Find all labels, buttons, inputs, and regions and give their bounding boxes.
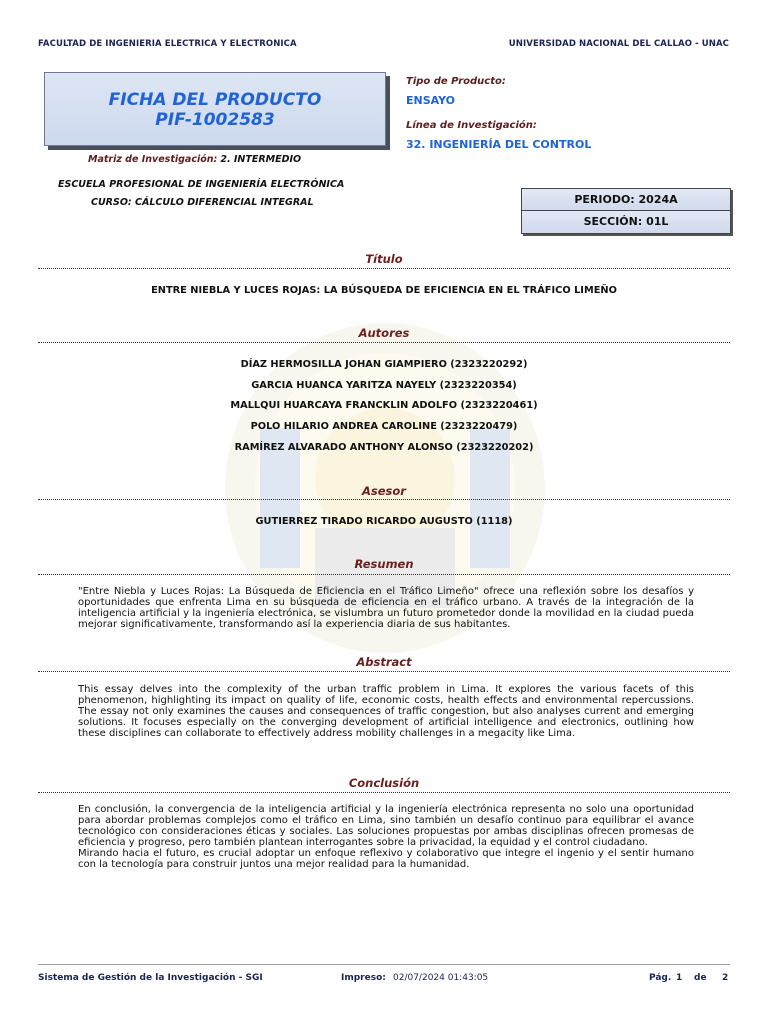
school-name: ESCUELA PROFESIONAL DE INGENIERÍA ELECTRÓNICA (58, 179, 345, 190)
product-type-value: ENSAYO (406, 94, 456, 107)
section-box: SECCIÓN: 01L (521, 210, 731, 234)
author-item: MALLQUI HUARCAYA FRANCKLIN ADOLFO (2323220461) (230, 400, 538, 411)
author-item: GARCIA HUANCA YARITZA NAYELY (2323220354) (251, 380, 517, 391)
divider (38, 792, 730, 793)
footer-system: Sistema de Gestión de la Investigación - SGI (38, 973, 263, 983)
footer-page-total: 2 (722, 973, 729, 983)
section-heading-summary: Resumen (354, 557, 414, 571)
matrix-label: Matriz de Investigación: (88, 154, 218, 165)
essay-title: ENTRE NIEBLA Y LUCES ROJAS: LA BÚSQUEDA DE EFICIENCIA EN EL TRÁFICO LIMEÑO (151, 285, 617, 296)
product-code: PIF-1002583 (155, 110, 275, 130)
faculty-header: FACULTAD DE INGENIERIA ELECTRICA Y ELECTRONICA (38, 39, 297, 49)
footer-divider (38, 964, 730, 965)
period-box: PERIODO: 2024A (521, 188, 731, 212)
divider (38, 671, 730, 672)
section-heading-advisor: Asesor (362, 484, 406, 498)
footer-printed-value: 02/07/2024 01:43:05 (393, 973, 489, 983)
matrix-row (88, 154, 301, 165)
matrix-value: 2. INTERMEDIO (220, 154, 302, 165)
divider (38, 499, 730, 500)
summary-text: "Entre Niebla y Luces Rojas: La Búsqueda de Eficiencia en el Tráfico Limeño" ofrece una reflexión sobre los desafíos y oportunidades que enfrenta Lima en su búsqueda de eficiencia en el tráfico urbano. A través de la integración de la inteligencia artificial y la ingeniería electrónica, se vislumbra un futuro prometedor donde la movilidad en la ciudad pueda mejorar significativamente, transformando así la experiencia diaria de sus habitantes. (78, 586, 694, 630)
research-line-label: Línea de Investigación: (406, 120, 537, 131)
product-title-box (44, 72, 386, 146)
product-title-line1: FICHA DEL PRODUCTO (108, 90, 322, 110)
university-header: UNIVERSIDAD NACIONAL DEL CALLAO - UNAC (508, 39, 729, 49)
conclusion-paragraph: Mirando hacia el futuro, es crucial adoptar un enfoque reflexivo y colaborativo que integre el ingenio y el sentir humano con la tecnología para construir juntos una mejor realidad para la humanidad. (78, 848, 694, 870)
footer-of-label: de (694, 973, 707, 983)
section-heading-abstract: Abstract (356, 655, 412, 669)
course-name: CURSO: CÁLCULO DIFERENCIAL INTEGRAL (91, 197, 314, 208)
divider (38, 268, 730, 269)
abstract-text: This essay delves into the complexity of the urban traffic problem in Lima. It explores the various facets of this phenomenon, highlighting its impact on quality of life, economic costs, health effects and environmental repercussions. The essay not only examines the causes and consequences of traffic congestion, but also analyses current and emerging solutions. It focuses especially on the converging development of artificial intelligence and electronics, outlining how these disciplines can collaborate to effectively address mobility challenges in a megacity like Lima. (78, 684, 694, 739)
conclusion-text (78, 804, 694, 870)
footer-page-number: 1 (676, 973, 683, 983)
research-line-value: 32. INGENIERÍA DEL CONTROL (406, 138, 592, 151)
divider (38, 574, 730, 575)
footer-printed-label: Impreso: (341, 973, 386, 983)
product-type-label: Tipo de Producto: (406, 76, 506, 87)
conclusion-paragraph: En conclusión, la convergencia de la inteligencia artificial y la ingeniería electrónica representa no solo una oportunidad para abordar problemas complejos como el tráfico en Lima, sino también un desafío continuo para equilibrar el avance tecnológico con consideraciones éticas y sociales. Las soluciones propuestas por ambas disciplinas ofrecen promesas de eficiencia y progreso, pero también plantean interrogantes sobre la privacidad, la equidad y el control ciudadano. (78, 804, 694, 848)
section-heading-title: Título (365, 252, 403, 266)
section-heading-authors: Autores (358, 326, 410, 340)
footer-page-label: Pág. (649, 973, 672, 983)
advisor-name: GUTIERREZ TIRADO RICARDO AUGUSTO (1118) (255, 516, 513, 527)
divider (38, 342, 730, 343)
author-item: POLO HILARIO ANDREA CAROLINE (2323220479) (250, 421, 518, 432)
section-heading-conclusion: Conclusión (348, 776, 420, 790)
author-item: RAMÍREZ ALVARADO ANTHONY ALONSO (2323220202) (234, 442, 534, 453)
author-item: DÍAZ HERMOSILLA JOHAN GIAMPIERO (2323220292) (240, 359, 528, 370)
